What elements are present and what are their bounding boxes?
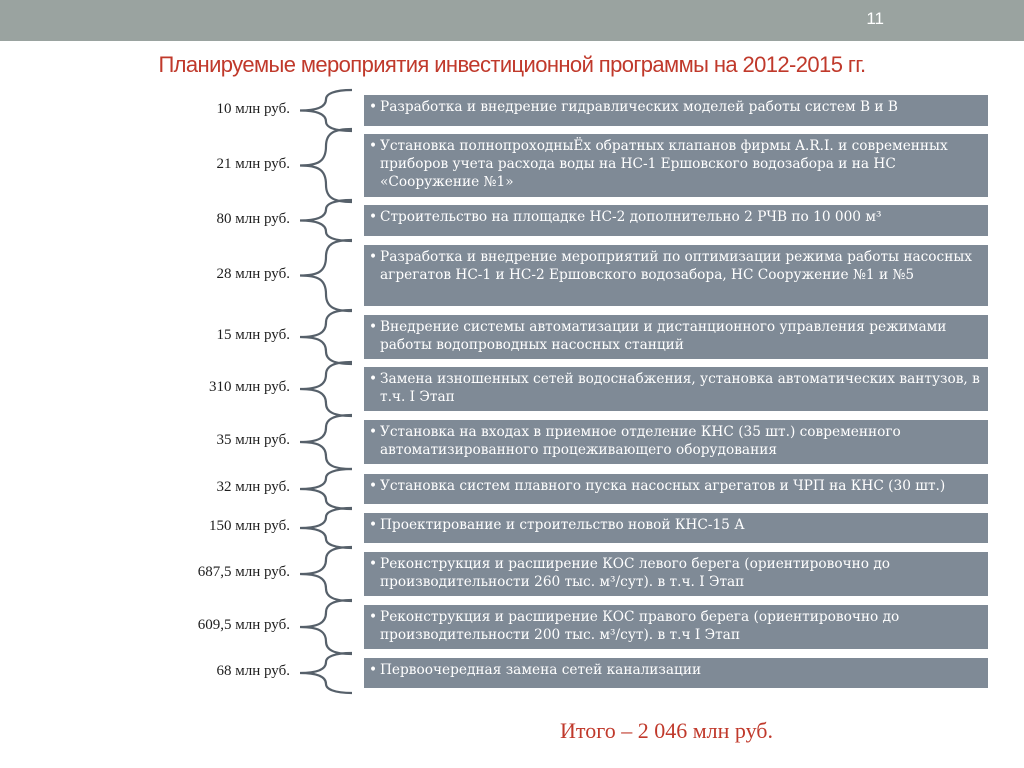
measure-box — [364, 245, 988, 306]
amount-label: 609,5 млн руб. — [197, 617, 290, 633]
amount-label: 310 млн руб. — [209, 379, 290, 395]
bullet-icon: • — [369, 662, 378, 678]
measure-text: Реконструкция и расширение КОС правого берега (ориентировочно до производительности 200 тыс. м³/сут). в т.ч I Этап — [380, 609, 900, 643]
bullet-icon: • — [369, 138, 378, 154]
amount-label: 150 млн руб. — [209, 518, 290, 534]
measure-text: Установка систем плавного пуска насосных агрегатов и ЧРП на КНС (30 шт.) — [380, 478, 946, 494]
brace-icon — [296, 198, 356, 243]
amount-label: 10 млн руб. — [216, 100, 290, 117]
measure-text: Реконструкция и расширение КОС левого берега (ориентировочно до производительности 260 тыс. м³/сут). в т.ч. I Этап — [380, 556, 891, 590]
measure-text: Строительство на площадке НС-2 дополнительно 2 РЧВ по 10 000 м³ — [380, 209, 882, 225]
brace-icon — [296, 413, 356, 471]
bullet-icon: • — [369, 371, 378, 387]
measure-box — [364, 367, 988, 411]
brace-icon — [296, 598, 356, 656]
bullet-icon: • — [369, 249, 378, 265]
amount-label: 28 млн руб. — [216, 265, 290, 282]
amount-label: 68 млн руб. — [216, 663, 290, 679]
measure-box — [364, 315, 988, 359]
measure-box — [364, 474, 988, 504]
measure-text: Внедрение системы автоматизации и дистанционного управления режимами работы водопроводных насосных станций — [380, 319, 947, 353]
bullet-icon: • — [369, 517, 378, 533]
measure-text: Замена изношенных сетей водоснабжения, установка автоматических вантузов, в т.ч. I Этап — [380, 371, 980, 405]
brace-icon — [296, 308, 356, 366]
amount-label: 15 млн руб. — [216, 327, 290, 343]
slide-number: 11 — [866, 9, 884, 28]
measure-box — [364, 420, 988, 464]
measure-text: Разработка и внедрение мероприятий по оптимизации режима работы насосных агрегатов НС-1 и НС-2 Ершовского водозабора, НС Сооружение №1 и №5 — [380, 249, 972, 283]
measure-box — [364, 513, 988, 543]
measure-box — [364, 134, 988, 197]
measure-box — [364, 205, 988, 236]
measure-text: Первоочередная замена сетей канализации — [380, 662, 702, 678]
amount-label: 80 млн руб. — [216, 210, 290, 227]
bullet-icon: • — [369, 424, 378, 440]
amount-label: 687,5 млн руб. — [197, 564, 290, 580]
amount-label: 32 млн руб. — [216, 479, 290, 495]
measure-box — [364, 552, 988, 596]
brace-icon — [296, 127, 356, 204]
top-bar — [0, 0, 1024, 41]
bullet-icon: • — [369, 319, 378, 335]
measure-box — [364, 95, 988, 126]
measure-box — [364, 658, 988, 688]
brace-icon — [296, 360, 356, 418]
slide-title: Планируемые мероприятия инвестиционной программы на 2012-2015 гг. — [158, 52, 866, 77]
measure-text: Разработка и внедрение гидравлических моделей работы систем В и В — [380, 99, 898, 115]
bullet-icon: • — [369, 478, 378, 494]
brace-icon — [296, 506, 356, 550]
brace-icon — [296, 467, 356, 511]
measure-box — [364, 605, 988, 649]
measure-text: Проектирование и строительство новой КНС-15 А — [380, 517, 745, 533]
brace-icon — [296, 651, 356, 695]
total-amount: Итого – 2 046 млн руб. — [560, 718, 773, 743]
brace-icon — [296, 238, 356, 313]
brace-icon — [296, 545, 356, 603]
bullet-icon: • — [369, 609, 378, 625]
measure-text: Установка полнопроходныЁх обратных клапанов фирмы A.R.I. и современных приборов учета расхода воды на НС-1 Ершовского водозабора и на НС «Сооружение №1» — [380, 138, 948, 190]
amount-label: 35 млн руб. — [216, 432, 290, 448]
bullet-icon: • — [369, 209, 378, 225]
measure-text: Установка на входах в приемное отделение КНС (35 шт.) современного автоматизированного процеживающего оборудования — [380, 424, 901, 458]
amount-label: 21 млн руб. — [216, 155, 290, 172]
bullet-icon: • — [369, 556, 378, 572]
bullet-icon: • — [369, 99, 378, 115]
